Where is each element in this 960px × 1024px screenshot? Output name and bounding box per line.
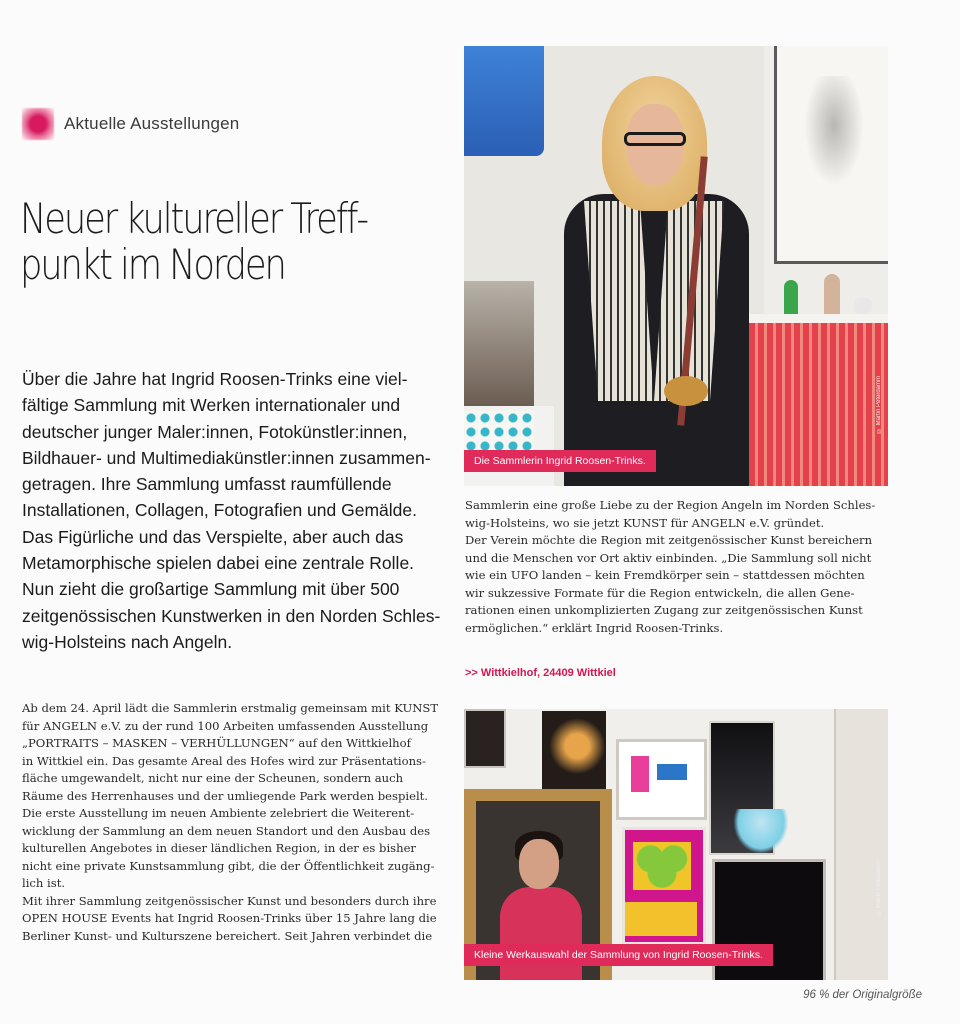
photo-figurine — [824, 274, 840, 314]
pink-square-icon — [22, 108, 54, 140]
body-line: wie ein UFO landen – kein Fremdkörper sein – stattdessen möchten — [465, 568, 865, 582]
lead-line: Metamorphische spielen dabei eine zentrale Rolle. — [22, 553, 415, 574]
section-label: Aktuelle Ausstellungen — [64, 114, 240, 133]
photo-artwork-shape — [657, 764, 687, 780]
body-text-right — [465, 497, 885, 637]
lead-line: Nun zieht die großartige Sammlung mit über 500 — [22, 579, 400, 600]
lead-line: fältige Sammlung mit Werken internationaler und — [22, 395, 401, 416]
lead-line: zeitgenössischen Kunstwerken in den Norden Schles- — [22, 605, 441, 626]
lead-line: Installationen, Collagen, Fotografien und Gemälde. — [22, 500, 417, 521]
article-headline — [20, 196, 373, 288]
photo-figurine — [784, 280, 798, 314]
body-line: in Wittkiel ein. Das gesamte Areal des Hofes wird zur Präsentations- — [22, 753, 426, 768]
lead-line: Über die Jahre hat Ingrid Roosen-Trinks eine viel- — [22, 369, 408, 389]
photo-collector — [554, 76, 754, 486]
photo-door — [834, 709, 888, 980]
body-line: Berliner Kunst- und Kulturszene bereichert. Seit Jahren verbindet die — [22, 928, 433, 943]
body-line: ermöglichen.“ erklärt Ingrid Roosen-Trinks. — [465, 620, 724, 635]
lead-paragraph — [22, 366, 452, 655]
photo-red-installation — [740, 323, 888, 486]
photo-collector-glasses — [624, 132, 686, 146]
photo-artwork-flower — [622, 827, 706, 945]
photo-artwork-sculpture — [804, 76, 864, 186]
body-line: Die erste Ausstellung im neuen Ambiente zelebriert die Weiterent- — [22, 806, 415, 820]
photo-credit: © Martin Peterdamm — [876, 859, 882, 917]
photo-portrait-face — [519, 839, 559, 889]
body-line: nicht eine private Kunstsammlung gibt, die der Öffentlichkeit zugäng- — [22, 858, 435, 873]
body-line: „PORTRAITS – MASKEN – VERHÜLLUNGEN“ auf den Wittkielhof — [22, 736, 411, 750]
body-line: Mit ihrer Sammlung zeitgenössischer Kunst und besonders durch ihre — [22, 893, 437, 908]
body-line: Räume des Herrenhauses und der umliegende Park werden bespielt. — [22, 788, 428, 803]
lead-line: deutscher junger Maler:innen, Fotokünstler:innen, — [22, 421, 408, 442]
photo-glass-lamp — [734, 809, 788, 853]
body-line: für ANGELN e.V. zu der rund 100 Arbeiten umfassenden Ausstellung — [22, 718, 429, 733]
photo-artwork-small — [464, 709, 506, 768]
photo-artwork-dark — [542, 711, 606, 789]
lead-line: wig-Holsteins nach Angeln. — [22, 631, 233, 652]
photo-blue-lamp — [464, 46, 544, 156]
photo-artwork-shape — [631, 756, 649, 792]
lead-line: Bildhauer- und Multimediakünstler:innen zusammen- — [22, 447, 431, 468]
body-line: lich ist. — [22, 876, 66, 890]
photo-portrait-figure — [500, 887, 582, 980]
body-line: Ab dem 24. April lädt die Sammlerin erstmalig gemeinsam mit KUNST — [22, 701, 439, 715]
headline-line: punkt im Norden — [20, 240, 285, 289]
body-line: wicklung der Sammlung an dem neuen Standort und den Ausbau des — [22, 823, 431, 838]
lead-line: getragen. Ihre Sammlung umfasst raumfüllende — [22, 474, 392, 495]
body-line: Sammlerin eine große Liebe zu der Region Angeln im Norden Schles- — [465, 498, 876, 512]
photo-caption: Kleine Werkauswahl der Sammlung von Ingrid Roosen-Trinks. — [464, 944, 773, 966]
lead-line: Das Figürliche und das Verspielte, aber auch das — [22, 526, 404, 547]
collector-photo — [464, 46, 888, 486]
photo-portrait-artwork — [464, 281, 534, 406]
photo-artwork-shape — [633, 842, 691, 890]
collection-photo — [464, 709, 888, 980]
photo-artwork-shape — [625, 902, 697, 936]
body-line: wig-Holsteins, wo sie jetzt KUNST für ANGELN e.V. gründet. — [465, 515, 825, 530]
location-link[interactable]: >> Wittkielhof, 24409 Wittkiel — [465, 667, 616, 679]
photo-figurine — [854, 298, 872, 314]
body-text-left — [22, 700, 442, 945]
headline-line: Neuer kultureller Treff- — [20, 194, 368, 243]
photo-credit: © Martin Peterdamm — [876, 376, 882, 434]
photo-figurines — [784, 261, 874, 314]
photo-artwork-abstract — [616, 739, 707, 820]
photo-caption: Die Sammlerin Ingrid Roosen-Trinks. — [464, 450, 656, 472]
body-line: Der Verein möchte die Region mit zeitgenössischer Kunst bereichern — [465, 533, 873, 547]
body-line: kulturellen Angebotes in dieser ländlichen Region, in der es bisher — [22, 841, 416, 855]
body-line: wir sukzessive Formate für die Region entwickeln, die allen Gene- — [465, 585, 855, 600]
body-line: OPEN HOUSE Events hat Ingrid Roosen-Trinks über 15 Jahre lang die — [22, 911, 437, 925]
section-kicker — [22, 108, 239, 140]
body-line: fläche umgewandelt, nicht nur eine der Scheunen, sondern auch — [22, 771, 404, 785]
photo-art-object-bulb — [664, 376, 708, 406]
photo-shelf — [732, 314, 888, 323]
body-line: und die Menschen vor Ort aktiv einbinden. „Die Sammlung soll nicht — [465, 550, 872, 565]
body-line: rationen einen unkomplizierten Zugang zur zeitgenössischen Kunst — [465, 603, 863, 617]
scale-note: 96 % der Originalgröße — [803, 989, 922, 1001]
